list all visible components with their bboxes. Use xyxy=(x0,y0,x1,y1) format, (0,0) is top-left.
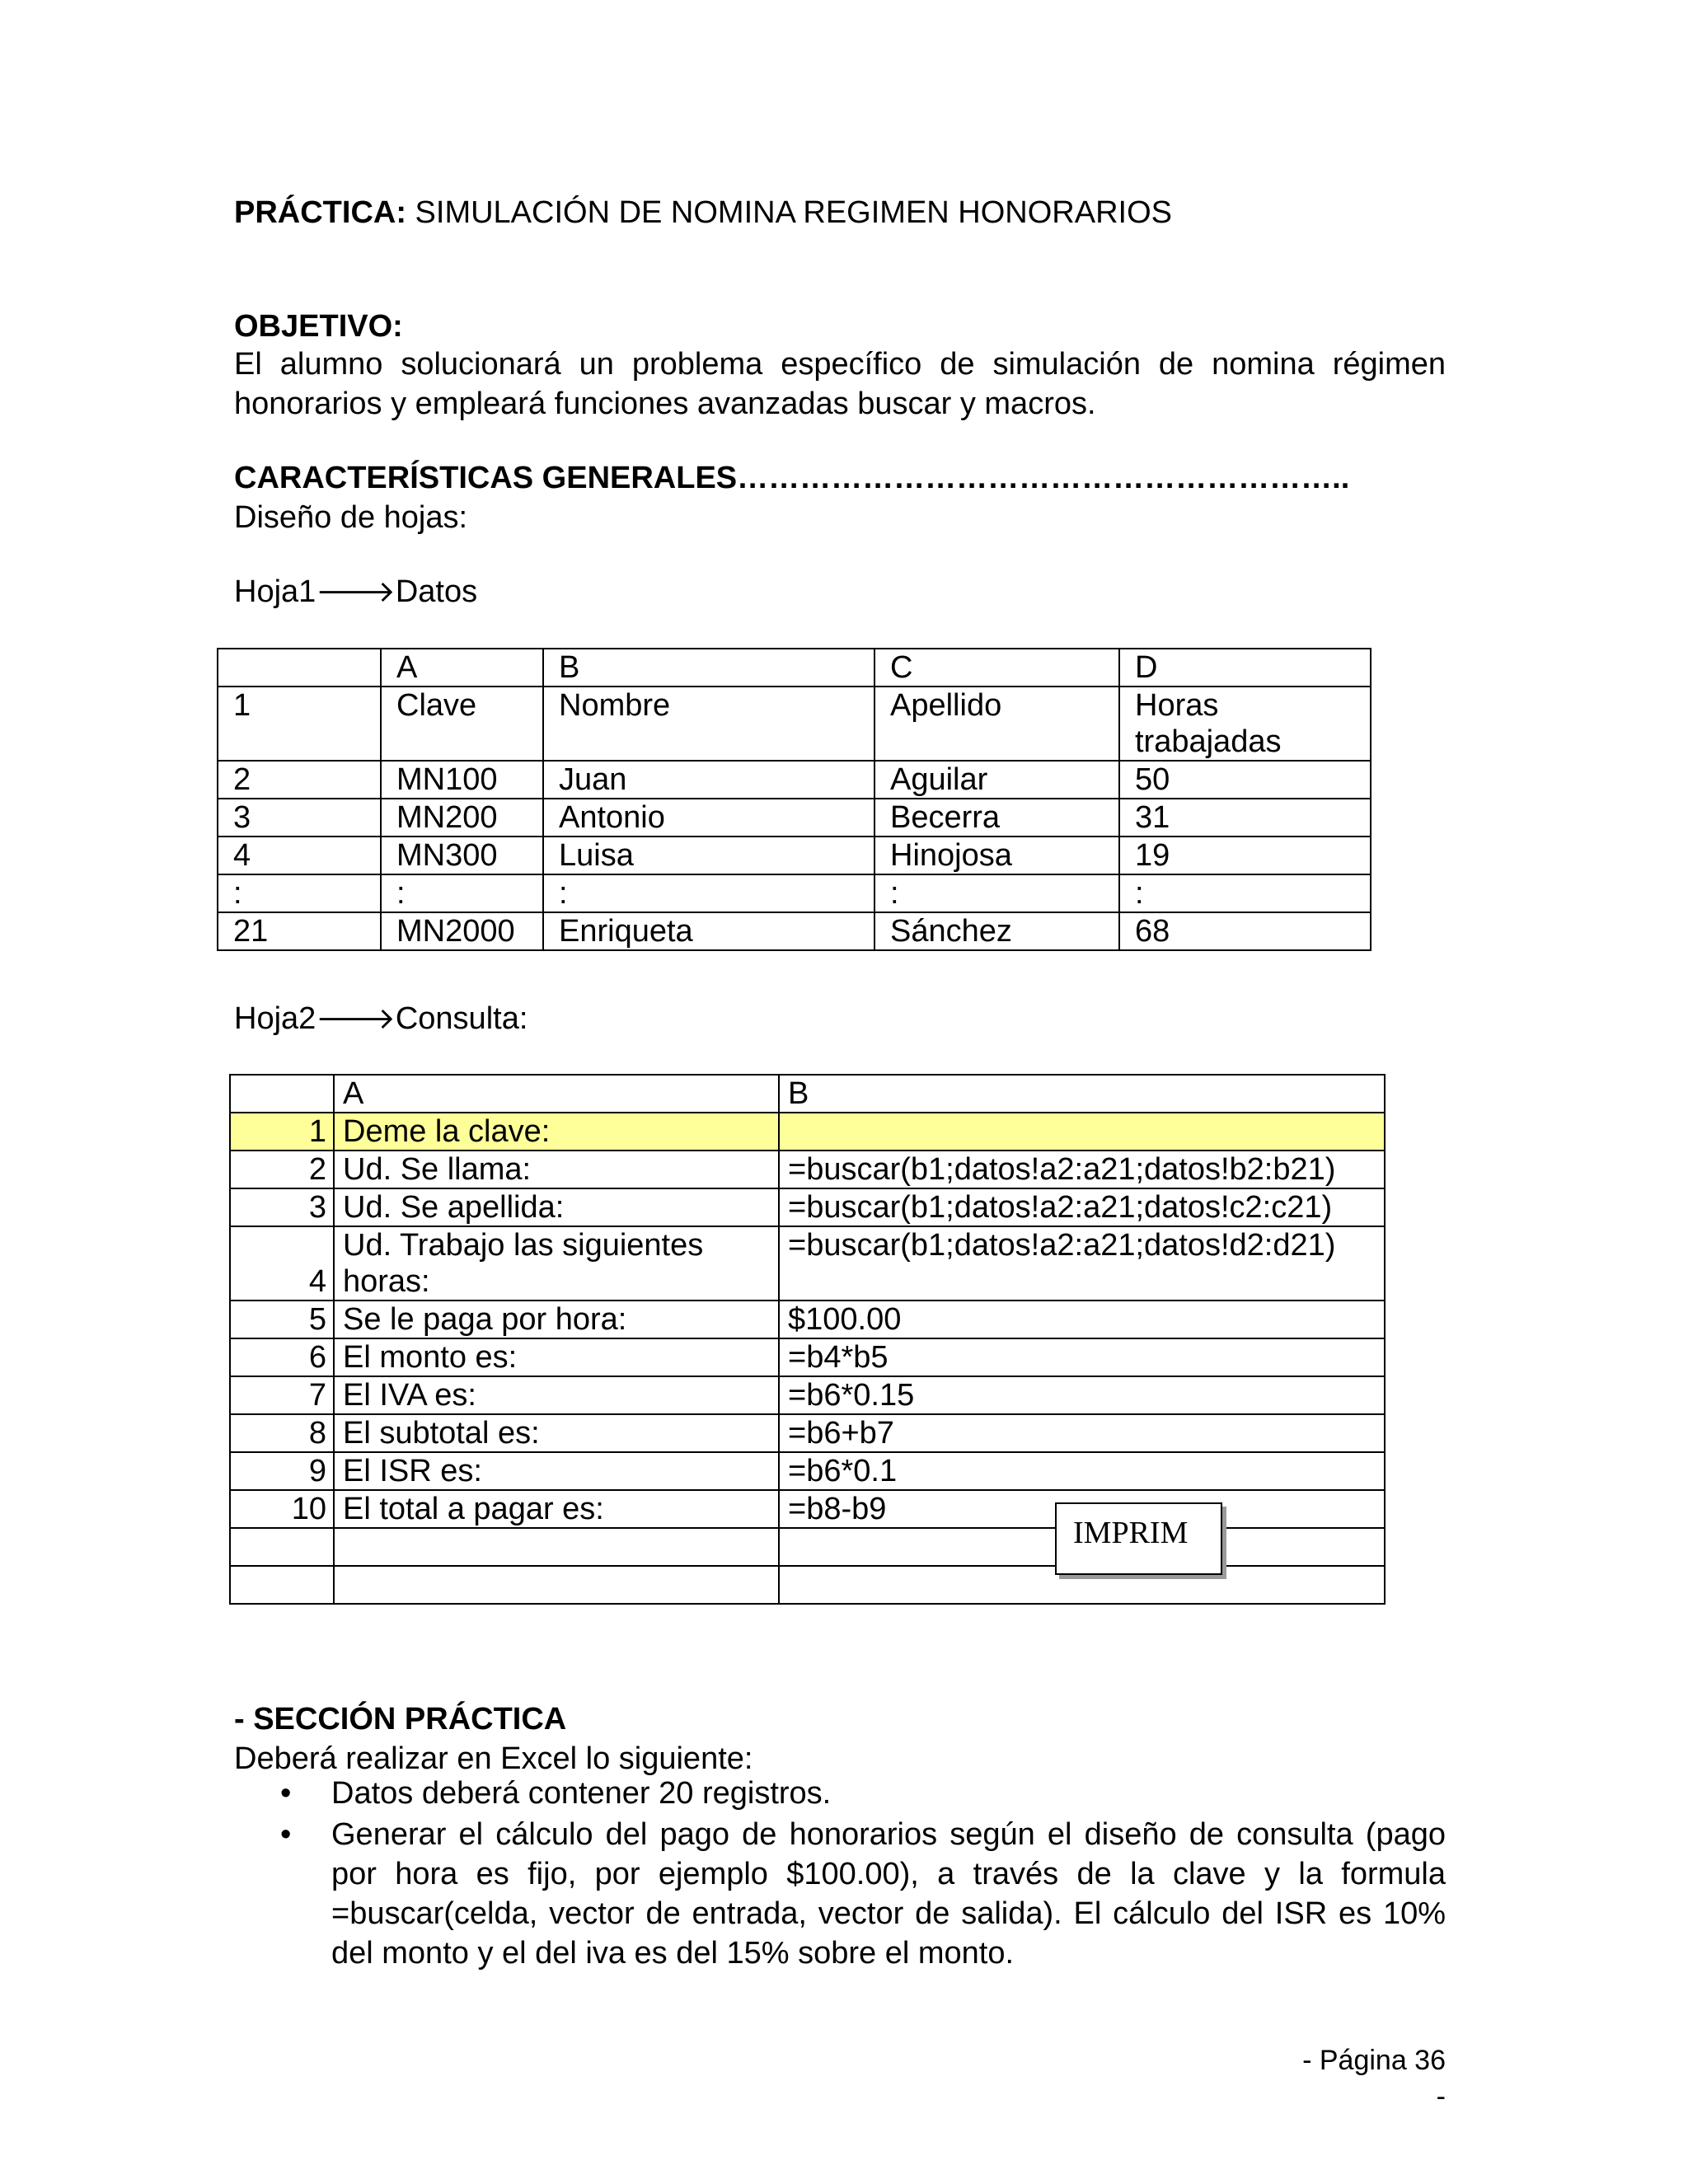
cell: Aguilar xyxy=(874,761,1119,799)
row-number: 1 xyxy=(218,687,381,761)
table-row xyxy=(230,1226,1385,1301)
row-number: 6 xyxy=(230,1338,334,1376)
cell: $100.00 xyxy=(779,1301,1385,1338)
cell: MN200 xyxy=(381,799,543,837)
cell: Clave xyxy=(381,687,543,761)
input-cell xyxy=(779,1113,1385,1151)
row-number: 10 xyxy=(230,1490,334,1528)
cell: El total a pagar es: xyxy=(334,1490,779,1528)
cell: =b6+b7 xyxy=(779,1414,1385,1452)
row-number: 9 xyxy=(230,1452,334,1490)
sheet2-label xyxy=(234,999,528,1038)
row-number: 2 xyxy=(230,1151,334,1188)
cell: Nombre xyxy=(543,687,874,761)
cell: =b6*0.1 xyxy=(779,1452,1385,1490)
cell: Antonio xyxy=(543,799,874,837)
objective-heading: OBJETIVO: xyxy=(234,309,403,344)
row-number: : xyxy=(218,874,381,912)
table-row xyxy=(230,1151,1385,1188)
cell: Becerra xyxy=(874,799,1119,837)
design-label: Diseño de hojas: xyxy=(234,500,468,535)
characteristics-heading: CARACTERÍSTICAS GENERALES………………………………………………….. xyxy=(234,461,1350,495)
list-item xyxy=(280,1774,1446,1813)
column-header-row xyxy=(218,649,1371,687)
table-row xyxy=(230,1452,1385,1490)
bullet-icon: • xyxy=(280,1817,292,1852)
list-item-text: Generar el cálculo del pago de honorarios según el diseño de consulta (pago por hora es fijo, por ejemplo $100.00), a través de la clave y la formula =buscar(celda, vector de entrada, vector de salida). El cálculo del ISR es 10% del monto y el del iva es del 15% sobre el monto. xyxy=(331,1817,1446,1971)
row-number: 1 xyxy=(230,1113,334,1151)
practice-title xyxy=(234,193,1172,232)
row-number xyxy=(230,1528,334,1566)
sheet1-label-prefix: Hoja1 xyxy=(234,574,316,609)
row-number: 8 xyxy=(230,1414,334,1452)
cell: =b8-b9 xyxy=(779,1490,1385,1528)
row-number: 7 xyxy=(230,1376,334,1414)
cell: Deme la clave: xyxy=(334,1113,779,1151)
practical-heading: - SECCIÓN PRÁCTICA xyxy=(234,1702,567,1736)
cell: Juan xyxy=(543,761,874,799)
column-header: A xyxy=(334,1075,779,1113)
cell: Luisa xyxy=(543,837,874,874)
table-row-highlighted xyxy=(230,1113,1385,1151)
table-row xyxy=(230,1188,1385,1226)
practice-label: PRÁCTICA: xyxy=(234,195,406,230)
cell: =b4*b5 xyxy=(779,1338,1385,1376)
cell: El subtotal es: xyxy=(334,1414,779,1452)
cell xyxy=(334,1566,779,1604)
row-number: 4 xyxy=(230,1226,334,1301)
column-header: B xyxy=(779,1075,1385,1113)
objective-line-1: El alumno solucionará un problema específico de simulación de nomina régimen xyxy=(234,347,1446,382)
page-number: - Página 36 - xyxy=(1302,2045,1446,2112)
row-number: 21 xyxy=(218,912,381,950)
table-row xyxy=(230,1414,1385,1452)
column-header: B xyxy=(543,649,874,687)
cell: El ISR es: xyxy=(334,1452,779,1490)
table-row xyxy=(218,799,1371,837)
column-header: C xyxy=(874,649,1119,687)
corner-cell xyxy=(230,1075,334,1113)
cell: MN300 xyxy=(381,837,543,874)
cell: MN2000 xyxy=(381,912,543,950)
objective-line-2: honorarios y empleará funciones avanzadas buscar y macros. xyxy=(234,387,1096,421)
sheet2-label-prefix: Hoja2 xyxy=(234,1001,316,1036)
table-row xyxy=(218,837,1371,874)
arrow-right-icon: 🡒 xyxy=(316,1001,396,1035)
table-row xyxy=(230,1301,1385,1338)
cell: MN100 xyxy=(381,761,543,799)
bullet-icon: • xyxy=(280,1776,292,1811)
column-header: A xyxy=(381,649,543,687)
cell: Hinojosa xyxy=(874,837,1119,874)
row-number: 5 xyxy=(230,1301,334,1338)
table-row xyxy=(230,1338,1385,1376)
corner-cell xyxy=(218,649,381,687)
cell: 50 xyxy=(1119,761,1371,799)
cell: : xyxy=(1119,874,1371,912)
cell: Ud. Se llama: xyxy=(334,1151,779,1188)
practical-intro: Deberá realizar en Excel lo siguiente: xyxy=(234,1741,753,1776)
row-number: 3 xyxy=(230,1188,334,1226)
cell: 68 xyxy=(1119,912,1371,950)
sheet2-label-suffix: Consulta: xyxy=(395,1001,528,1036)
cell: Apellido xyxy=(874,687,1119,761)
cell: Horas trabajadas xyxy=(1119,687,1371,761)
sheet1-label-suffix: Datos xyxy=(395,574,478,609)
datos-sheet-table xyxy=(217,648,1372,951)
cell: Ud. Se apellida: xyxy=(334,1188,779,1226)
table-row xyxy=(218,912,1371,950)
cell: 19 xyxy=(1119,837,1371,874)
row-number: 3 xyxy=(218,799,381,837)
cell: Se le paga por hora: xyxy=(334,1301,779,1338)
cell: El IVA es: xyxy=(334,1376,779,1414)
print-button[interactable]: IMPRIM xyxy=(1055,1502,1222,1575)
list-item-text: Datos deberá contener 20 registros. xyxy=(331,1776,832,1811)
cell: El monto es: xyxy=(334,1338,779,1376)
row-number xyxy=(230,1566,334,1604)
column-header: D xyxy=(1119,649,1371,687)
cell: : xyxy=(381,874,543,912)
cell: =buscar(b1;datos!a2:a21;datos!d2:d21) xyxy=(779,1226,1385,1301)
requirements-list xyxy=(280,1774,1446,1973)
cell: Ud. Trabajo las siguientes horas: xyxy=(334,1226,779,1301)
cell: =buscar(b1;datos!a2:a21;datos!c2:c21) xyxy=(779,1188,1385,1226)
cell: Enriqueta xyxy=(543,912,874,950)
cell: =b6*0.15 xyxy=(779,1376,1385,1414)
column-header-row xyxy=(230,1075,1385,1113)
row-number: 2 xyxy=(218,761,381,799)
table-row xyxy=(218,761,1371,799)
table-row xyxy=(230,1376,1385,1414)
sheet1-label xyxy=(234,572,477,612)
cell: 31 xyxy=(1119,799,1371,837)
table-row xyxy=(218,874,1371,912)
cell: : xyxy=(874,874,1119,912)
cell: =buscar(b1;datos!a2:a21;datos!b2:b21) xyxy=(779,1151,1385,1188)
cell: : xyxy=(543,874,874,912)
cell xyxy=(334,1528,779,1566)
cell: Sánchez xyxy=(874,912,1119,950)
row-number: 4 xyxy=(218,837,381,874)
table-row xyxy=(218,687,1371,761)
practice-title-text: SIMULACIÓN DE NOMINA REGIMEN HONORARIOS xyxy=(415,195,1172,230)
list-item xyxy=(280,1815,1446,1973)
arrow-right-icon: 🡒 xyxy=(316,574,396,608)
